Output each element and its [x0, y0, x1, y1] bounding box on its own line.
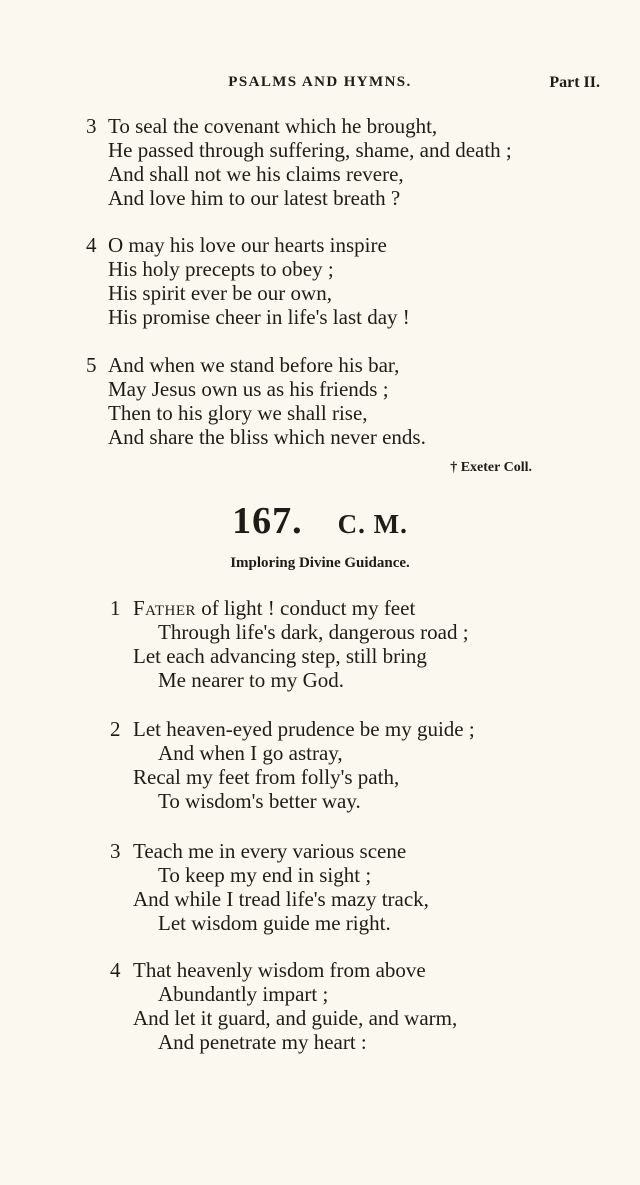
- verse-line: May Jesus own us as his friends ;: [108, 377, 389, 401]
- verse-line: And when I go astray,: [158, 741, 343, 765]
- verse-line: [133, 596, 415, 620]
- verse-line: To keep my end in sight ;: [158, 863, 372, 887]
- stanza-number: 2: [110, 717, 121, 741]
- verse-line: Recal my feet from folly's path,: [133, 765, 400, 789]
- verse-line: And when we stand before his bar,: [108, 353, 400, 377]
- verse-line: Me nearer to my God.: [158, 668, 345, 692]
- verse-line: To wisdom's better way.: [158, 789, 361, 813]
- hymn-heading: [0, 498, 640, 547]
- verse-line: He passed through suffering, shame, and death ;: [108, 138, 512, 162]
- verse-line: His promise cheer in life's last day !: [108, 305, 410, 329]
- attribution: † Exeter Coll.: [450, 460, 532, 475]
- running-title: PSALMS AND HYMNS.: [228, 74, 412, 90]
- verse-line: Teach me in every various scene: [133, 839, 407, 863]
- first-word: Father: [133, 596, 197, 620]
- verse-line: His spirit ever be our own,: [108, 281, 332, 305]
- verse-line: And while I tread life's mazy track,: [133, 887, 429, 911]
- verse-line: Let wisdom guide me right.: [158, 911, 391, 935]
- hymn-number: 167.: [232, 500, 303, 542]
- verse-line: Let each advancing step, still bring: [133, 644, 427, 668]
- stanza-number: 3: [86, 114, 97, 138]
- hymn-subtitle: Imploring Divine Guidance.: [230, 555, 410, 571]
- verse-line: Through life's dark, dangerous road ;: [158, 620, 469, 644]
- stanza-number: 5: [86, 353, 97, 377]
- stanza-number: 4: [86, 233, 97, 257]
- stanza-number: 1: [110, 596, 121, 620]
- verse-line: And let it guard, and guide, and warm,: [133, 1006, 458, 1030]
- verse-line: And share the bliss which never ends.: [108, 425, 426, 449]
- verse-line: Then to his glory we shall rise,: [108, 401, 368, 425]
- page-header: [0, 74, 640, 100]
- part-label: Part II.: [549, 74, 600, 91]
- stanza-number: 4: [110, 958, 121, 982]
- verse-line: And love him to our latest breath ?: [108, 186, 401, 210]
- verse-line: To seal the covenant which he brought,: [108, 114, 438, 138]
- verse-line: And shall not we his claims revere,: [108, 162, 404, 186]
- verse-line: O may his love our hearts inspire: [108, 233, 387, 257]
- verse-line: Abundantly impart ;: [158, 982, 329, 1006]
- stanza-number: 3: [110, 839, 121, 863]
- verse-line: That heavenly wisdom from above: [133, 958, 426, 982]
- line-rest: of light ! conduct my feet: [196, 596, 416, 620]
- verse-line: His holy precepts to obey ;: [108, 257, 334, 281]
- hymn-meter: C. M.: [337, 509, 408, 539]
- verse-line: Let heaven-eyed prudence be my guide ;: [133, 717, 475, 741]
- verse-line: And penetrate my heart :: [158, 1030, 367, 1054]
